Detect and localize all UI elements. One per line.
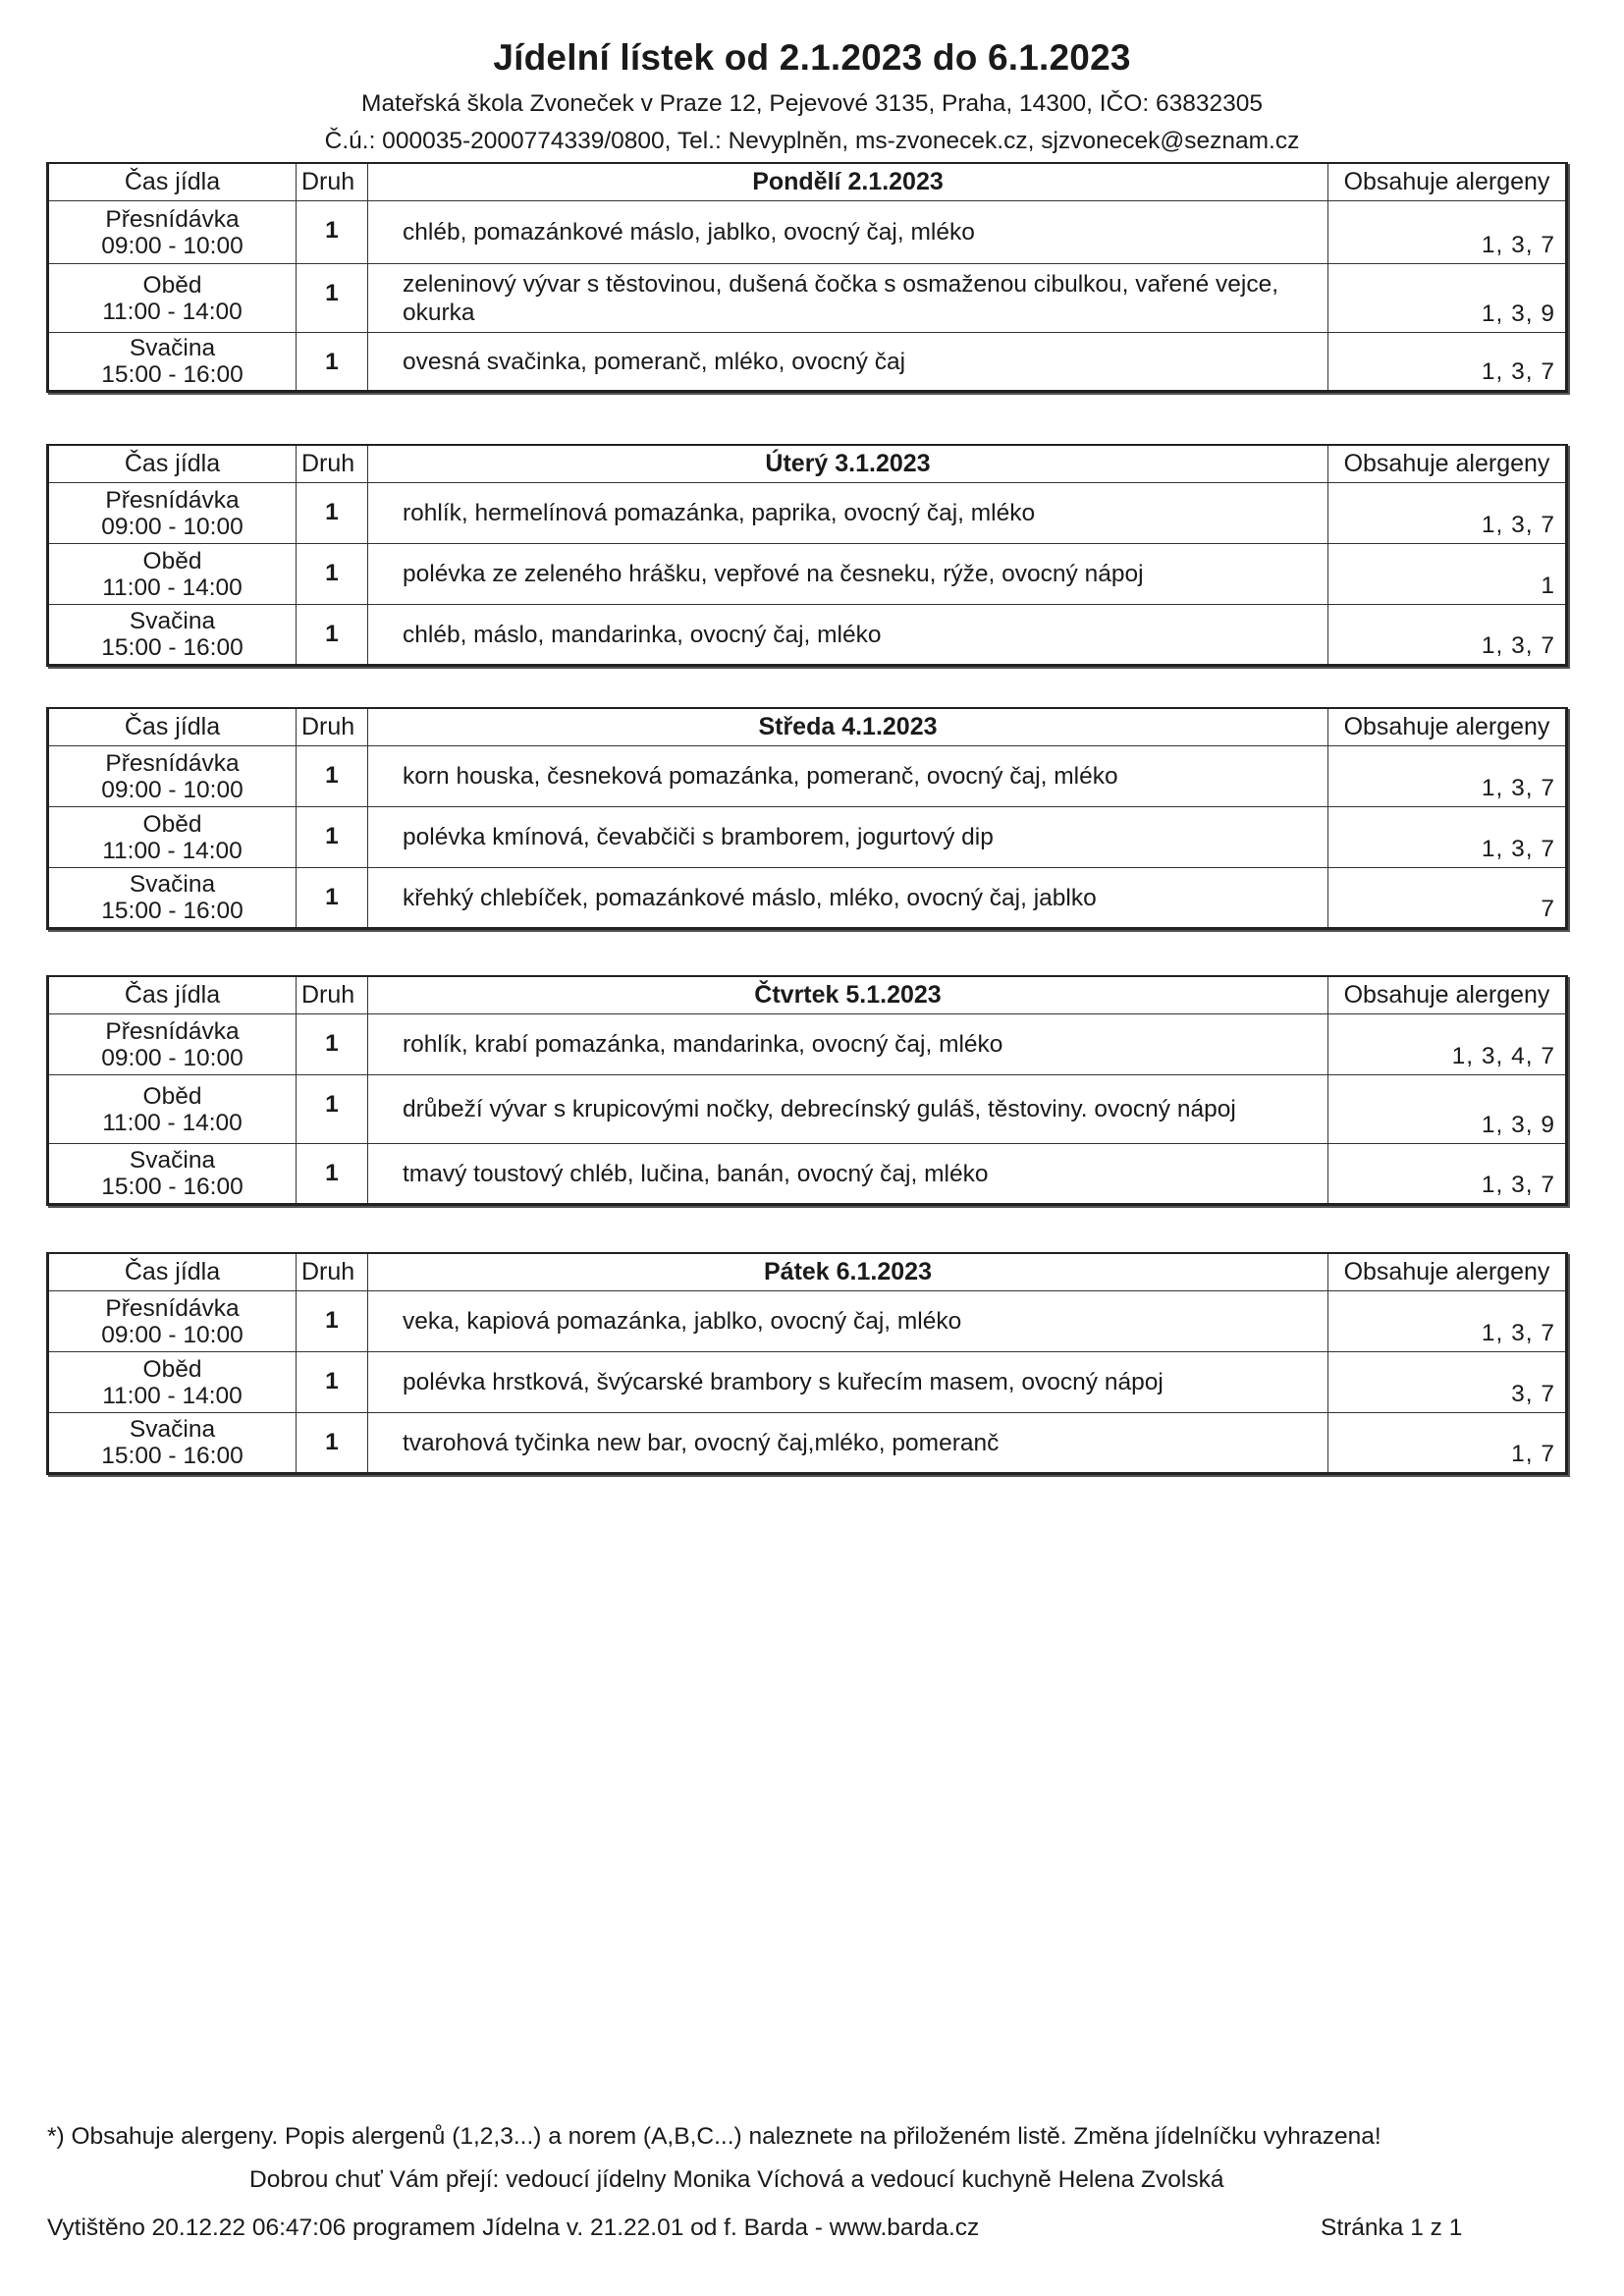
meal-time-cell [48,807,297,868]
meal-row [48,1144,1567,1205]
meal-time: 11:00 - 14:00 [102,837,243,864]
day-name: Pátek 6.1.2023 [368,1253,1328,1291]
meal-time: 15:00 - 16:00 [101,361,244,388]
meal-time-cell [48,1014,297,1075]
meal-name: Svačina [129,871,216,898]
col-header-time: Čas jídla [48,445,297,483]
meal-allergens: 1, 3, 7 [1328,483,1567,544]
col-header-druh: Druh [297,1253,368,1291]
meal-allergens: 1, 3, 7 [1328,333,1567,392]
meal-row [48,1014,1567,1075]
meal-name: Svačina [129,1416,216,1443]
header-row [48,976,1567,1014]
meal-row [48,201,1567,264]
meal-food: veka, kapiová pomazánka, jablko, ovocný čaj, mléko [368,1291,1328,1352]
meal-druh: 1 [297,1291,368,1352]
meal-name: Svačina [129,335,216,361]
meal-time-cell [48,1144,297,1205]
meal-row [48,544,1567,605]
school-info: Mateřská škola Zvoneček v Praze 12, Pejevové 3135, Praha, 14300, IČO: 63832305 [361,90,1263,117]
meal-time: 15:00 - 16:00 [101,634,244,661]
meal-druh: 1 [297,1014,368,1075]
meal-time-cell [48,264,297,333]
meal-allergens: 1, 3, 9 [1328,1075,1567,1144]
meal-row [48,333,1567,392]
col-header-allergens: Obsahuje alergeny [1328,163,1567,201]
meal-row [48,746,1567,807]
day-table [46,975,1568,1206]
meal-druh: 1 [297,746,368,807]
meal-food: křehký chlebíček, pomazánkové máslo, mléko, ovocný čaj, jablko [368,868,1328,929]
day-table [46,1252,1568,1475]
meal-name: Svačina [129,608,216,634]
meal-row [48,483,1567,544]
meal-name: Oběd [142,810,202,838]
day-name: Pondělí 2.1.2023 [368,163,1328,201]
header-row [48,445,1567,483]
col-header-time: Čas jídla [48,163,297,201]
meal-allergens: 1, 3, 7 [1328,807,1567,868]
meal-name: Přesnídávka [105,205,240,233]
meal-row [48,807,1567,868]
day-table [46,444,1568,667]
meal-druh: 1 [297,483,368,544]
meal-allergens: 1, 3, 7 [1328,1144,1567,1205]
meal-time: 11:00 - 14:00 [102,1382,243,1409]
meal-time: 09:00 - 10:00 [101,1321,244,1348]
meal-time-cell [48,746,297,807]
col-header-druh: Druh [297,976,368,1014]
meal-time-cell [48,544,297,605]
meal-allergens: 7 [1328,868,1567,929]
meal-name: Přesnídávka [105,1294,240,1322]
meal-druh: 1 [297,605,368,666]
meal-food: rohlík, hermelínová pomazánka, paprika, ovocný čaj, mléko [368,483,1328,544]
meal-row [48,605,1567,666]
meal-time: 11:00 - 14:00 [102,574,243,601]
meal-druh: 1 [297,807,368,868]
meal-druh: 1 [297,201,368,264]
meal-time: 11:00 - 14:00 [102,1109,243,1136]
meal-time-cell [48,333,297,392]
meal-druh: 1 [297,333,368,392]
meal-food: chléb, máslo, mandarinka, ovocný čaj, mléko [368,605,1328,666]
meal-time: 15:00 - 16:00 [101,1174,244,1200]
header-row [48,1253,1567,1291]
allergen-note: *) Obsahuje alergeny. Popis alergenů (1,2,3...) a norem (A,B,C...) naleznete na přiloženém listě. Změna jídelníčku vyhrazena! [47,2123,1381,2150]
meal-row [48,1413,1567,1474]
meal-allergens: 3, 7 [1328,1352,1567,1413]
col-header-time: Čas jídla [48,976,297,1014]
meal-time: 09:00 - 10:00 [101,1044,244,1071]
header-row [48,163,1567,201]
meal-food: ovesná svačinka, pomeranč, mléko, ovocný čaj [368,333,1328,392]
meal-food: polévka ze zeleného hrášku, vepřové na česneku, rýže, ovocný nápoj [368,544,1328,605]
day-name: Středa 4.1.2023 [368,708,1328,746]
contact-info: Č.ú.: 000035-2000774339/0800, Tel.: Nevyplněn, ms-zvonecek.cz, sjzvonecek@seznam.cz [324,128,1300,154]
meal-food: rohlík, krabí pomazánka, mandarinka, ovocný čaj, mléko [368,1014,1328,1075]
meal-time: 09:00 - 10:00 [101,232,244,259]
meal-druh: 1 [297,1352,368,1413]
meal-allergens: 1 [1328,544,1567,605]
meal-allergens: 1, 3, 9 [1328,264,1567,333]
meal-food: zeleninový vývar s těstovinou, dušená čočka s osmaženou cibulkou, vařené vejce, okurka [368,264,1328,333]
meal-allergens: 1, 3, 7 [1328,1291,1567,1352]
meal-time-cell [48,1291,297,1352]
meal-druh: 1 [297,1144,368,1205]
meal-time-cell [48,868,297,929]
meal-druh: 1 [297,868,368,929]
col-header-allergens: Obsahuje alergeny [1328,445,1567,483]
meal-name: Oběd [142,1082,202,1110]
meal-name: Přesnídávka [105,1017,240,1045]
meal-allergens: 1, 3, 7 [1328,201,1567,264]
col-header-druh: Druh [297,163,368,201]
meal-druh: 1 [297,1413,368,1474]
day-name: Úterý 3.1.2023 [368,445,1328,483]
meal-time-cell [48,1352,297,1413]
meal-allergens: 1, 3, 4, 7 [1328,1014,1567,1075]
meal-time-cell [48,1413,297,1474]
col-header-time: Čas jídla [48,1253,297,1291]
meal-name: Oběd [142,1355,202,1383]
meal-time: 11:00 - 14:00 [102,298,243,325]
meal-food: korn houska, česneková pomazánka, pomeranč, ovocný čaj, mléko [368,746,1328,807]
col-header-allergens: Obsahuje alergeny [1328,708,1567,746]
meal-allergens: 1, 3, 7 [1328,746,1567,807]
meal-name: Přesnídávka [105,486,240,514]
printed-info: Vytištěno 20.12.22 06:47:06 programem Jídelna v. 21.22.01 od f. Barda - www.barda.cz [47,2214,980,2241]
meal-name: Svačina [129,1147,216,1174]
meal-name: Přesnídávka [105,749,240,777]
meal-time-cell [48,1075,297,1144]
meal-row [48,1291,1567,1352]
meal-name: Oběd [142,547,202,574]
page-title: Jídelní lístek od 2.1.2023 do 6.1.2023 [493,37,1131,78]
col-header-druh: Druh [297,445,368,483]
meal-food: polévka hrstková, švýcarské brambory s kuřecím masem, ovocný nápoj [368,1352,1328,1413]
meal-row [48,868,1567,929]
greeting: Dobrou chuť Vám přejí: vedoucí jídelny Monika Víchová a vedoucí kuchyně Helena Zvolská [249,2166,1224,2193]
meal-food: drůbeží vývar s krupicovými nočky, debrecínský guláš, těstoviny. ovocný nápoj [368,1075,1328,1144]
meal-time: 15:00 - 16:00 [101,898,244,924]
meal-druh: 1 [297,544,368,605]
meal-allergens: 1, 3, 7 [1328,605,1567,666]
meal-food: chléb, pomazánkové máslo, jablko, ovocný čaj, mléko [368,201,1328,264]
col-header-druh: Druh [297,708,368,746]
page-number: Stránka 1 z 1 [1321,2214,1463,2241]
meal-druh: 1 [297,264,368,333]
day-name: Čtvrtek 5.1.2023 [368,976,1328,1014]
meal-time: 09:00 - 10:00 [101,776,244,803]
meal-food: tvarohová tyčinka new bar, ovocný čaj,mléko, pomeranč [368,1413,1328,1474]
meal-time-cell [48,201,297,264]
meal-name: Oběd [142,271,202,299]
meal-food: tmavý toustový chléb, lučina, banán, ovocný čaj, mléko [368,1144,1328,1205]
day-table [46,162,1568,393]
meal-time-cell [48,605,297,666]
meal-time: 09:00 - 10:00 [101,513,244,540]
meal-food: polévka kmínová, čevabčiči s bramborem, jogurtový dip [368,807,1328,868]
meal-time: 15:00 - 16:00 [101,1443,244,1469]
meal-time-cell [48,483,297,544]
meal-druh: 1 [297,1075,368,1144]
meal-row [48,1352,1567,1413]
meal-row [48,264,1567,333]
col-header-allergens: Obsahuje alergeny [1328,976,1567,1014]
col-header-allergens: Obsahuje alergeny [1328,1253,1567,1291]
meal-row [48,1075,1567,1144]
header-row [48,708,1567,746]
meal-allergens: 1, 7 [1328,1413,1567,1474]
col-header-time: Čas jídla [48,708,297,746]
day-table [46,707,1568,930]
